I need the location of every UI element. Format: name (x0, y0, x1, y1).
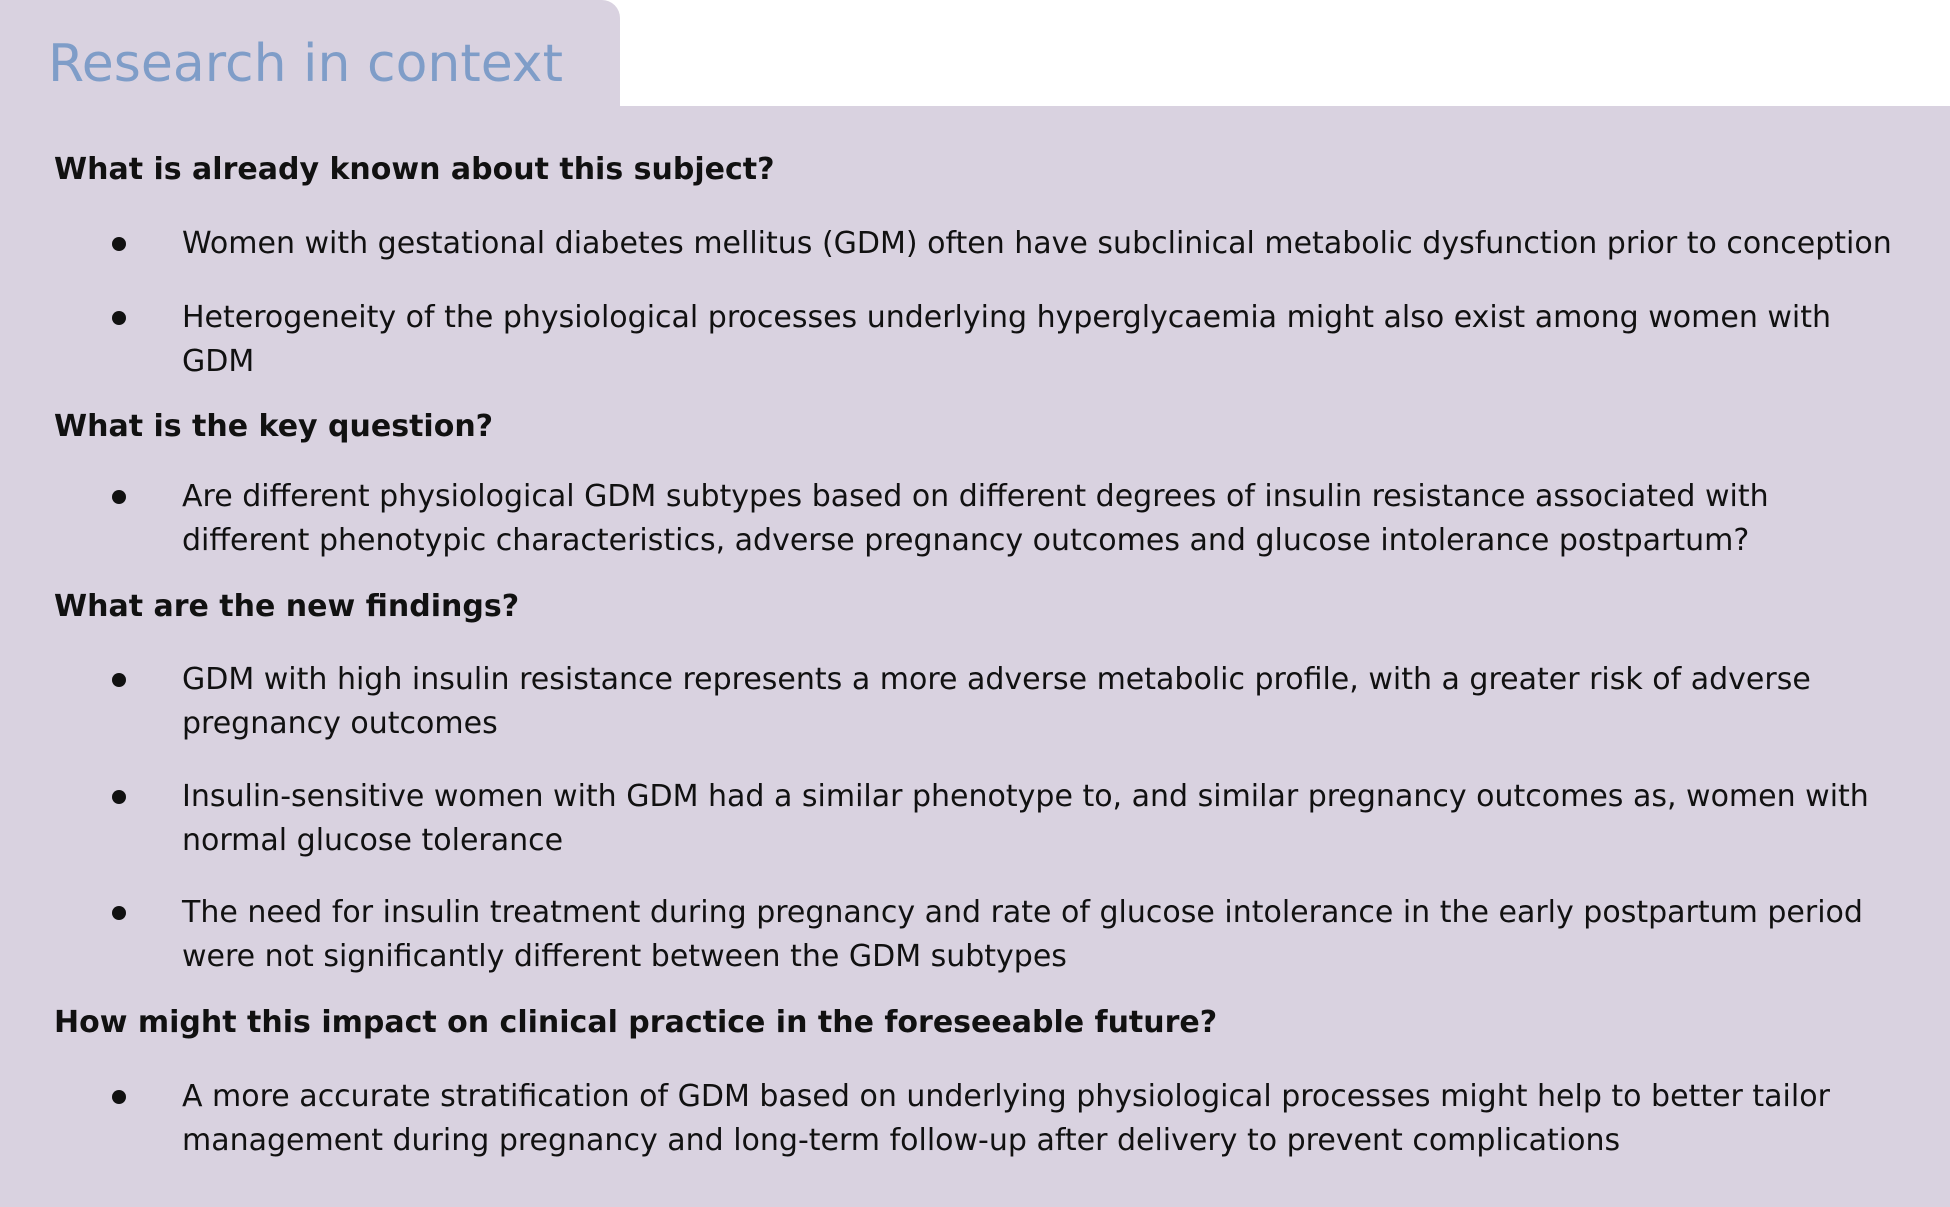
bullet-text: GDM with high insulin resistance represents a more adverse metabolic profile, with a greater risk of adverse pregnancy outcomes (182, 662, 1811, 741)
section-heading-clinical-impact: How might this impact on clinical practice in the foreseeable future? (54, 1005, 1218, 1040)
bullet-text: Women with gestational diabetes mellitus (GDM) often have subclinical metabolic dysfunction prior to conception (182, 226, 1892, 261)
section-heading-known: What is already known about this subject? (54, 152, 775, 187)
bullet-text: The need for insulin treatment during pregnancy and rate of glucose intolerance in the early postpartum period were not significantly different between the GDM subtypes (182, 895, 1863, 974)
box-title: Research in context (48, 34, 563, 94)
bullet-icon (112, 490, 126, 504)
bullet-icon (112, 1090, 126, 1104)
bullet-text: Heterogeneity of the physiological processes underlying hyperglycaemia might also exist among women with GDM (182, 300, 1832, 379)
bullet-icon (112, 790, 126, 804)
bullet-icon (112, 906, 126, 920)
bullet-icon (112, 311, 126, 325)
bullet-text: Are different physiological GDM subtypes based on different degrees of insulin resistance associated with different phenotypic characteristics, adverse pregnancy outcomes and glucose intolerance postpartum? (182, 479, 1769, 558)
bullet-text: A more accurate stratification of GDM based on underlying physiological processes might help to better tailor management during pregnancy and long-term follow-up after delivery to prevent complications (182, 1079, 1830, 1158)
bullet-icon (112, 673, 126, 687)
section-heading-new-findings: What are the new findings? (54, 589, 520, 624)
section-heading-key-question: What is the key question? (54, 409, 494, 444)
bullet-text: Insulin-sensitive women with GDM had a similar phenotype to, and similar pregnancy outcomes as, women with normal glucose tolerance (182, 779, 1869, 858)
bullet-icon (112, 237, 126, 251)
